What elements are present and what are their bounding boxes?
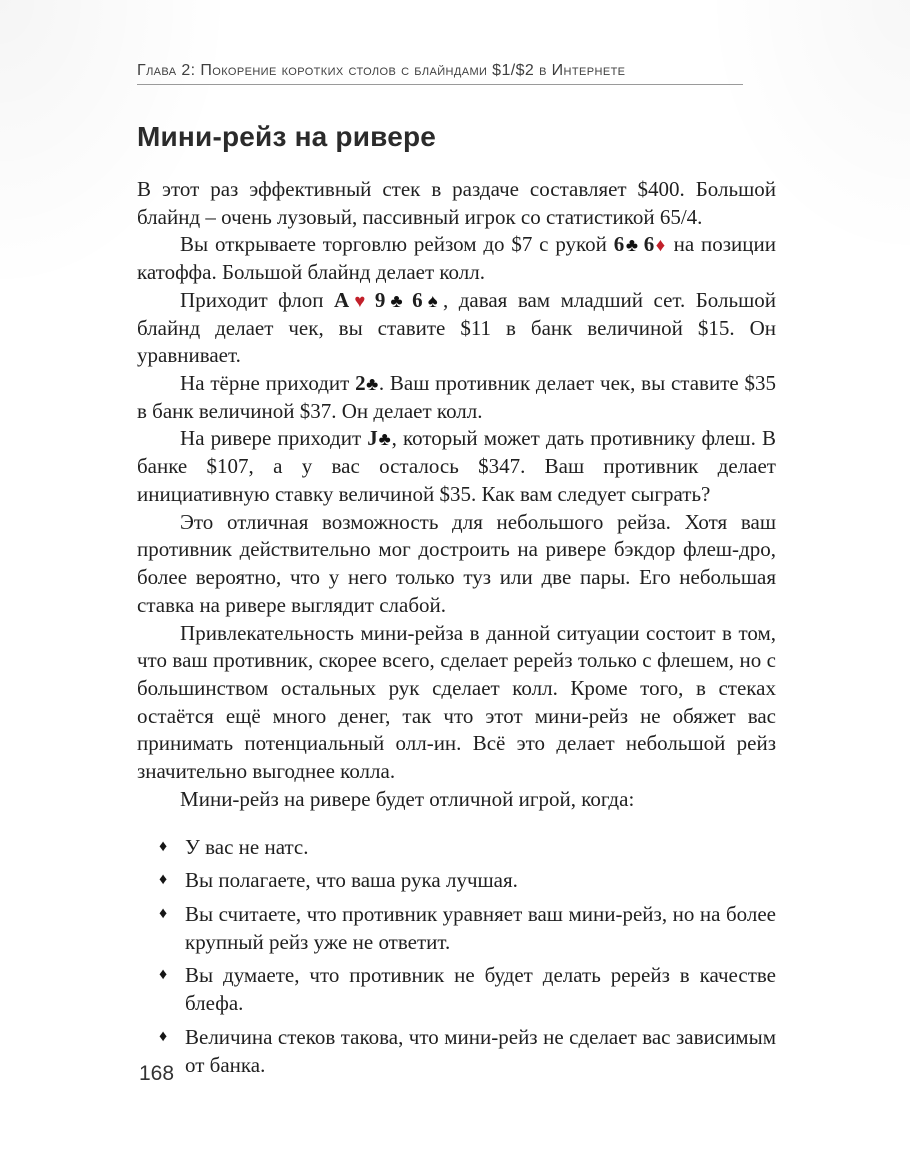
body-paragraph: [137, 231, 776, 286]
text-run: Приходит флоп: [180, 287, 334, 312]
card-rank: 6: [412, 287, 423, 312]
card-suit-icon: ♣: [385, 290, 408, 311]
card-suit-icon: ♣: [365, 374, 379, 395]
bullet-text: Величина стеков такова, что мини-рейз не сделает вас зависимым от банка.: [185, 1024, 776, 1077]
body-paragraph: [137, 176, 776, 231]
diamond-bullet-icon: ♦: [159, 966, 168, 984]
body-paragraph: [137, 509, 776, 620]
text-run: . Ваш противник делает чек, вы ставите $35 в банк величиной $37. Он делает колл.: [137, 371, 776, 423]
page-number: 168: [139, 1062, 175, 1085]
card-rank: J: [367, 426, 378, 451]
body-paragraph: [137, 287, 776, 370]
diamond-bullet-icon: ♦: [159, 904, 168, 922]
text-run: Мини-рейз на ривере будет отличной игрой, когда:: [180, 786, 635, 811]
bullet-text: Вы полагаете, что ваша рука лучшая.: [185, 868, 518, 893]
body-paragraph: [137, 370, 776, 425]
bullet-item: [137, 962, 776, 1017]
card-suit-icon: ♠: [422, 290, 443, 311]
diamond-bullet-icon: ♦: [159, 1027, 168, 1045]
bullet-text: У вас не натс.: [185, 834, 309, 859]
bullet-item: [137, 1024, 776, 1079]
text-run: на позиции катоффа. Большой блайнд делает колл.: [137, 232, 776, 285]
text-run: На ривере приходит: [180, 426, 368, 451]
card-suit-icon: ♥: [349, 290, 371, 311]
body-paragraph: [137, 620, 776, 786]
text-run: Это отличная возможность для небольшого рейза. Хотя ваш противник действительно мог достроить на ривере бэкдор флеш-дро, более вероятно, что у него только туз или две пары. Его небольшая ставка на ривере выглядит слабой.: [137, 509, 776, 617]
card-rank: A: [333, 287, 350, 312]
page-content: [137, 62, 776, 1085]
card-rank: 6: [643, 232, 655, 257]
section-title: Мини-рейз на ривере: [137, 121, 437, 152]
running-header: [137, 62, 776, 85]
card-suit-icon: ♣: [624, 235, 640, 256]
card-rank: 9: [374, 287, 386, 312]
bullet-item: [137, 834, 776, 862]
text-run: , давая вам младший сет. Большой блайнд делает чек, вы ставите $11 в банк величиной $15. Он уравнивает.: [137, 287, 776, 368]
bullet-item: [137, 901, 776, 956]
text-run: Вы открываете торговлю рейзом до $7 с рукой: [180, 232, 614, 257]
chapter-header: Глава 2: Покорение коротких столов с блайндами $1/$2 в Интернете: [137, 62, 626, 79]
header-rule: [137, 84, 743, 85]
card-rank: 2: [355, 371, 366, 396]
body-paragraph: [137, 425, 776, 508]
card-rank: 6: [613, 232, 625, 257]
text-run: Привлекательность мини-рейза в данной ситуации состоит в том, что ваш противник, скорее всего, сделает ререйз только с флешем, но с большинством остальных рук сделает колл. Кроме того, в стеках остаётся ещё много денег, так что этот мини-рейз не обяжет вас принимать потенциальный олл-ин. Всё это делает небольшой рейз значительно выгоднее колла.: [137, 620, 776, 784]
body-paragraph: [137, 786, 776, 814]
text-run: В этот раз эффективный стек в раздаче составляет $400. Большой блайнд – очень лузовый, пассивный игрок со статистикой 65/4.: [137, 177, 776, 229]
card-suit-icon: ♦: [654, 235, 667, 256]
bullet-list: [137, 834, 776, 1080]
text-run: , который может дать противнику флеш. В банке $107, а у вас осталось $347. Ваш противник делает инициативную ставку величиной $35. Как вам следует сыграть?: [137, 426, 776, 506]
bullet-item: [137, 867, 776, 895]
card-suit-icon: ♣: [377, 429, 392, 450]
body-text: [137, 176, 776, 814]
diamond-bullet-icon: ♦: [159, 837, 168, 855]
text-run: На тёрне приходит: [180, 371, 356, 396]
bullet-text: Вы думаете, что противник не будет делать ререйз в качестве блефа.: [185, 963, 776, 1016]
bullet-text: Вы считаете, что противник уравняет ваш мини-рейз, но на более крупный рейз уже не ответит.: [185, 901, 776, 954]
diamond-bullet-icon: ♦: [159, 871, 168, 889]
